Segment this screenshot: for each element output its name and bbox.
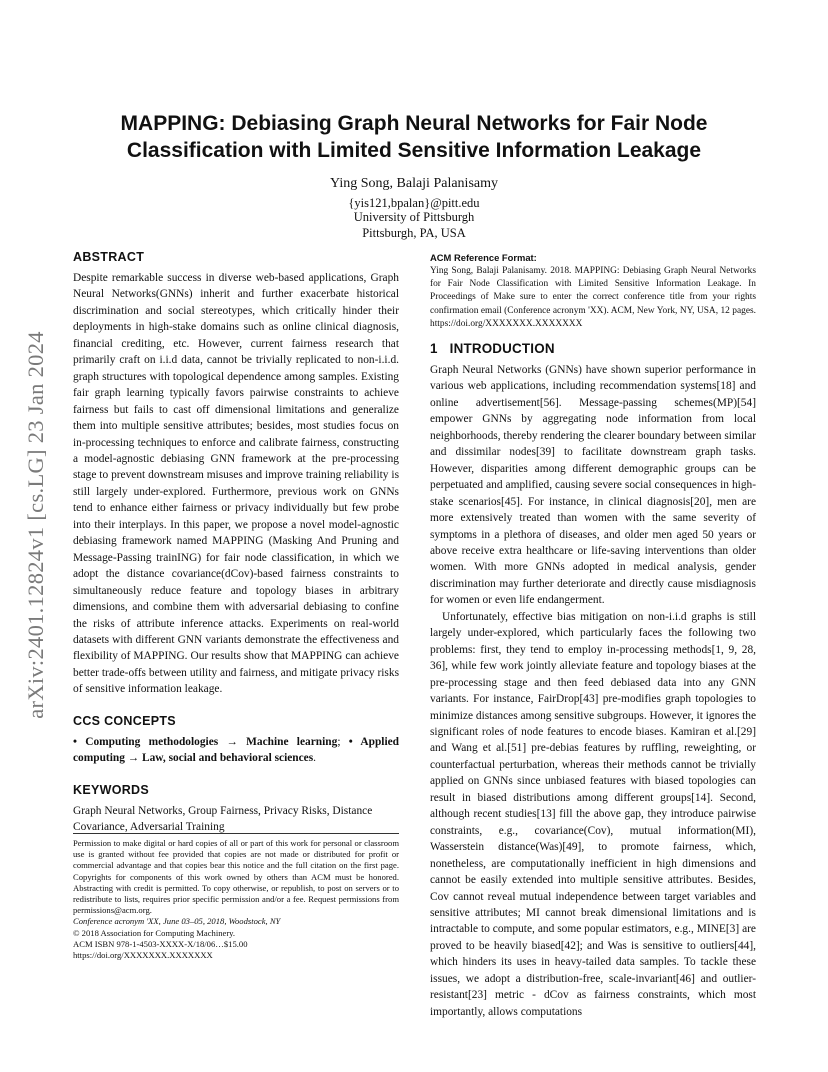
email: {yis121,bpalan}@pitt.edu [348,196,480,210]
reference-format-text: Ying Song, Balaji Palanisamy. 2018. MAPPING: Debiasing Graph Neural Networks for Fair Node Classification with Limited Sensitive Information Leakage. In Proceedings of Make sure to enter the correct conference title from your rights confirmation email (Conference acronym 'XX). ACM, New York, NY, USA, 12 pages. https://doi.org/XXXXXXX.XXXXXXX [430,266,756,329]
introduction-heading [430,341,756,356]
footnote-rule [73,833,399,834]
footnote [73,838,399,961]
left-column [73,250,399,836]
footnote-doi: https://doi.org/XXXXXXX.XXXXXXX [73,950,213,961]
section-title: INTRODUCTION [449,341,555,357]
arxiv-id: arXiv:2401.12824v1 [cs.LG] 23 Jan 2024 [23,331,48,719]
abstract-text: Despite remarkable success in diverse web-based applications, Graph Neural Networks(GNNs) inherit and further exacerbate historical discrimination and social stereotypes, which critically hinder their deployments in high-stake domains such as online clinical diagnosis, financial crediting, etc. However, current fairness research that primarily craft on i.i.d data, cannot be trivially replicated to non-i.i.d. graph structures with topological dependence among samples. Existing fair graph learning typically favors pairwise constraints to achieve fairness but fails to cast off dimensional limitations and generalize them into multiple sensitive attributes; besides, most studies focus on in-processing techniques to enforce and calibrate fairness, constructing a model-agnostic debiasing GNN framework at the pre-processing stage to prevent downstream misuses and improve training reliability is still largely under-explored. Furthermore, previous work on GNNs tend to enhance either fairness or privacy individually but few probe into their interplays. In this paper, we propose a novel model-agnostic debiasing framework named MAPPING (Masking And Pruning and Message-Passing trainING) for fair node classification, in which we adopt the distance covariance(dCov)-based fairness constraints to simultaneously reduce feature and topology biases in arbitrary dimensions, and combine them with adversarial debiasing to confine the risks of attribute inference attacks. Experiments on real-world datasets with different GNN variants demonstrate the effectiveness and flexibility of MAPPING. Our results show that MAPPING can achieve better trade-offs between utility and fairness, and mitigate privacy risks of sensitive information leakage. [73,272,399,696]
ccs-separator: ; [337,735,349,748]
intro-paragraph-2: Unfortunately, effective bias mitigation on non-i.i.d graphs is still largely under-explored, which particularly faces the following two problems: first, they tend to employ in-processing methods[1, 9, 28, 36], while few work jointly alleviate feature and topology biases at the pre-processing stage and then feed debiased data into any GNN variants. For instance, FairDrop[43] pre-modifies graph topologies to minimize distances among sensitive subgroups. However, it ignores the significant roles of node features to encode biases. Kamiran et al.[29] and Wang et al.[51] pre-debias features by ruffling, reweighting, or counterfactual perturbation, whereas their methods cannot be trivially applied on GNNs since unbiased features with biased topologies can result in biased distributions among different groups[14]. Second, although recent studies[13] fill the above gap, they introduce pairwise constraints, e.g., covariance(Cov), mutual information(MI), Wasserstein distance(Was)[49], to promote fairness, which, nonetheless, are computationally inefficient in high dimensions and cannot be easily extended into multiple sensitive attributes. Besides, Cov cannot reveal mutual independence between target variables and sensitive attributes; MI cannot break dimensional limitations and is intractable to compute, and some popular estimators, e.g., MINE[3] are proved to be heavily biased[42]; and Was is sensitive to outliers[44], which hinders its uses in heavy-tailed data samples. To tackle these issues, we adopt a distribution-free, scale-invariant[46] and outlier-resistant[23] metric - dCov as fairness constraints, which most importantly, allows computations [430,610,757,1018]
keywords-heading: KEYWORDS [73,782,150,797]
right-column [430,252,756,1020]
title-line-1: MAPPING: Debiasing Graph Neural Networks for Fair Node [120,112,708,135]
location: Pittsburgh, PA, USA [362,226,466,240]
arxiv-stamp [18,290,54,760]
ccs-concepts [73,734,399,767]
ccs-item-1: • Computing methodologies → Machine learning [73,735,338,748]
keywords-text: Graph Neural Networks, Group Fairness, Privacy Risks, Distance Covariance, Adversarial Training [73,804,373,834]
university: University of Pittsburgh [353,210,475,224]
title-line-2: Classification with Limited Sensitive Information Leakage [126,139,702,162]
intro-paragraph-1: Graph Neural Networks (GNNs) have shown superior performance in various web applications, including recommendation systems[18] and online advertisement[56]. Message-passing schemes(MP)[54] empower GNNs by aggregating node information from local neighborhoods, thereby rendering the clearer boundary between similar and dissimilar nodes[39] to facilitate downstream graph tasks. However, disparities among different demographic groups can be perpetuated and amplified, causing severe social consequences in high-stake scenarios[45]. For instance, in clinical diagnosis[20], men are more extensively treated than women with the same severity of symptoms in a plethora of diseases, and older men aged 50 years or above receive extra healthcare or life-saving interventions than older women. With more GNNs adopted in medical analysis, gender discrimination may further deteriorate and directly cause misdiagnosis for women or even life endangerment. [430,364,756,607]
ccs-heading: CCS CONCEPTS [73,713,176,728]
reference-format-heading: ACM Reference Format: [430,252,537,263]
abstract-heading: ABSTRACT [73,250,145,264]
footnote-conference: Conference acronym 'XX, June 03–05, 2018, Woodstock, NY [73,916,281,927]
paper-title [60,110,768,164]
ccs-item-2: • Applied computing → Law, social and behavioral sciences [73,735,399,765]
footnote-copyright: © 2018 Association for Computing Machinery. [73,927,236,938]
authors: Ying Song, Balaji Palanisamy [330,176,498,191]
ccs-end: . [313,752,317,765]
section-number: 1 [430,341,438,357]
footnote-permission: Permission to make digital or hard copies of all or part of this work for personal or classroom use is granted without fee provided that copies are not made or distributed for profit or commercial advantage and that copies bear this notice and the full citation on the first page. Copyrights for components of this work owned by others than ACM must be honored. Abstracting with credit is permitted. To copy otherwise, or republish, to post on servers or to redistribute to lists, requires prior specific permission and/or a fee. Request permissions from permissions@acm.org. [73,838,399,916]
footnote-isbn: ACM ISBN 978-1-4503-XXXX-X/18/06…$15.00 [73,938,248,949]
